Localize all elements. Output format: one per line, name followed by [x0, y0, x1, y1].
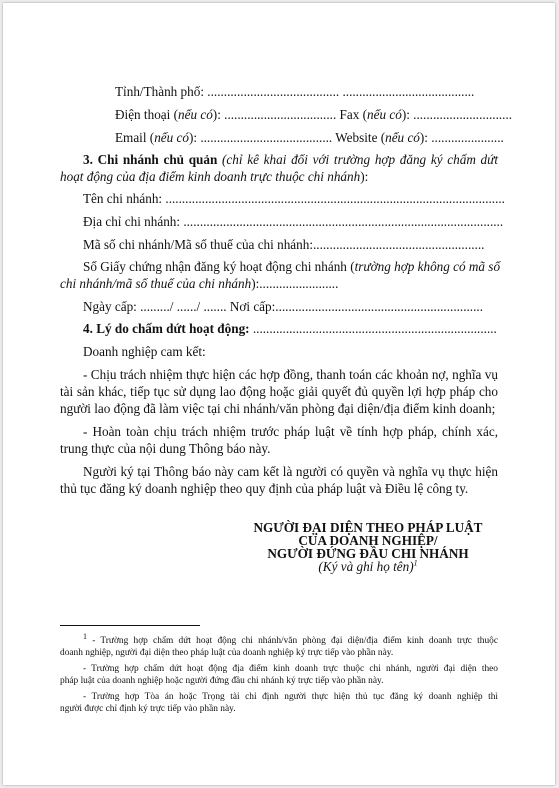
fax-dots: ): ..............................: [401, 107, 513, 122]
document-page: [3, 3, 555, 785]
branch-cert-field-cont: [60, 276, 338, 292]
signature-instruction-text: (Ký và ghi họ tên): [318, 559, 414, 574]
email-label: Email (: [115, 130, 155, 145]
signature-title-2: CỦA DOANH NGHIỆP/: [298, 533, 438, 548]
commitment-2-cont: trung thực của nội dung Thông báo này.: [60, 441, 271, 456]
branch-cert-field: [83, 259, 501, 275]
commitment-2: - Hoàn toàn chịu trách nhiệm trước pháp luật về tính hợp pháp, chính xác,: [83, 424, 498, 439]
email-optional: nếu có: [154, 130, 189, 145]
section3-note-cont: hoạt động của địa điểm kinh doanh trực thuộc chi nhánh: [60, 169, 361, 184]
cert-note: trường hợp không có mã số: [354, 259, 501, 274]
footnote-1-text: - Trường hợp chấm dứt hoạt động chi nhánh/văn phòng đại diện/địa điểm kinh doanh trực thuộc: [87, 636, 498, 646]
section3-title: 3. Chi nhánh chủ quản: [83, 152, 218, 167]
phone-label: Điện thoại (: [115, 107, 178, 122]
section3-heading-cont: [60, 169, 368, 185]
footnote-3-cont: người được chỉ định ký trực tiếp vào phần này.: [60, 704, 236, 714]
phone-fax-line: [115, 107, 512, 123]
email-dots-website-label: ): ........................................ Website (: [188, 130, 386, 145]
footnote-1: [83, 631, 498, 647]
section4-heading: [83, 321, 497, 337]
commitment-1: - Chịu trách nhiệm thực hiện các hợp đồng, thanh toán các khoản nợ, nghĩa vụ: [83, 367, 498, 382]
phone-optional: nếu có: [178, 107, 213, 122]
section4-dots: ..........................................................................: [249, 321, 497, 336]
signer-statement: Người ký tại Thông báo này cam kết là người có quyền và nghĩa vụ thực hiện: [83, 464, 498, 479]
commitment-1-cont: tài sản khác, tiếp tục sử dụng lao động hoặc giải quyết đủ quyền lợi hợp pháp cho: [60, 384, 498, 399]
section3-heading: [83, 152, 498, 168]
cert-note-cont: chi nhánh/mã số thuế của chi nhánh: [60, 276, 252, 291]
section3-note-close: ):: [360, 169, 369, 184]
branch-address-field: Địa chỉ chi nhánh: .................................................................................................: [83, 214, 504, 229]
signature-instruction: [243, 560, 493, 574]
footnote-3: - Trường hợp Tòa án hoặc Trọng tài chỉ định người thực hiện thủ tục đăng ký doanh nghiệp thì: [83, 692, 498, 702]
branch-name-field: Tên chi nhánh: .......................................................................................................: [83, 191, 505, 206]
website-optional: nếu có: [385, 130, 420, 145]
section4-title: 4. Lý do chấm dứt hoạt động:: [83, 321, 250, 336]
issue-date-place-field: Ngày cấp: ........./ ....../ ....... Nơi cấp:...............................................................: [83, 299, 483, 314]
signature-title-3: NGƯỜI ĐỨNG ĐẦU CHI NHÁNH: [267, 546, 469, 561]
footnote-2-cont: pháp luật của doanh nghiệp hoặc người đứng đầu chi nhánh ký trực tiếp vào phần này.: [60, 676, 384, 686]
footnote-marker: 1: [83, 631, 87, 641]
footnote-1-cont: doanh nghiệp, người đại diện theo pháp luật của doanh nghiệp ký trực tiếp vào phần này.: [60, 648, 394, 658]
cert-dots: ):........................: [251, 276, 339, 291]
province-line: Tỉnh/Thành phố: ........................................ ........................................: [115, 84, 475, 99]
commitment-intro: Doanh nghiệp cam kết:: [83, 344, 206, 359]
commitment-1-cont2: người lao động đã làm việc tại chi nhánh/văn phòng đại diện/địa điểm kinh doanh;: [60, 401, 496, 416]
branch-code-field: Mã số chi nhánh/Mã số thuế của chi nhánh:....................................................: [83, 237, 485, 252]
cert-label: Số Giấy chứng nhận đăng ký hoạt động chi nhánh (: [83, 259, 355, 274]
fax-optional: nếu có: [367, 107, 402, 122]
email-website-line: [115, 130, 504, 146]
website-dots: ): ......................: [419, 130, 504, 145]
footnote-ref: 1: [413, 558, 418, 568]
footnote-separator: [60, 625, 200, 626]
signature-title-1: NGƯỜI ĐẠI DIỆN THEO PHÁP LUẬT: [253, 520, 483, 535]
phone-dots-fax-label: ): .................................. Fax (: [212, 107, 368, 122]
footnote-2: - Trường hợp chấm dứt hoạt động địa điểm kinh doanh trực thuộc chi nhánh, người đại diện theo: [83, 664, 498, 674]
section3-note: (chỉ kê khai đối với trường hợp đăng ký chấm dứt: [222, 152, 499, 167]
signer-statement-cont: thủ tục đăng ký doanh nghiệp theo quy định của pháp luật và Điều lệ công ty.: [60, 481, 469, 496]
